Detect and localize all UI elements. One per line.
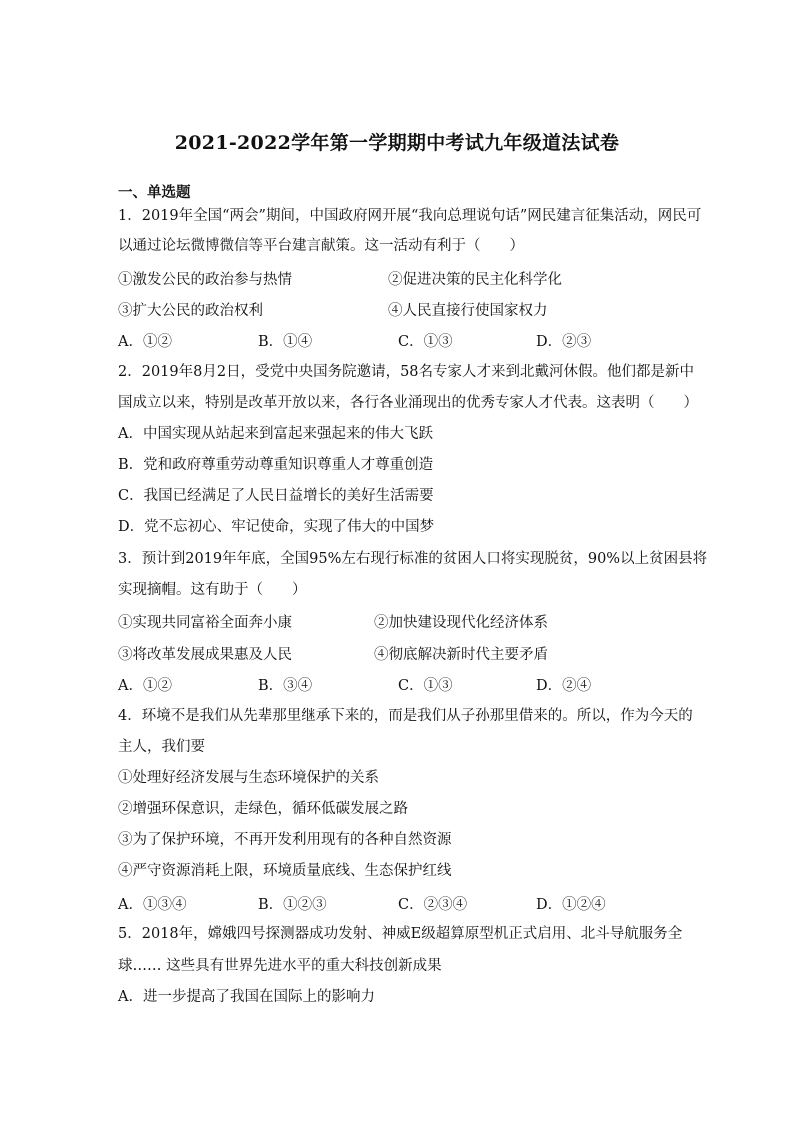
q1-statements-row2 xyxy=(118,299,678,319)
q3-choice-c: C．①③ xyxy=(398,678,453,694)
q3-statements-row2 xyxy=(118,643,678,663)
q1-statement-2: ②促进决策的民主化科学化 xyxy=(388,272,562,288)
q4-choice-a: A．①③④ xyxy=(118,897,187,913)
q2-choice-b: B．党和政府尊重劳动尊重知识尊重人才尊重创造 xyxy=(118,457,434,473)
q5-stem-line1: 5．2018年，嫦娥四号探测器成功发射、神威E级超算原型机正式启用、北斗导航服务全 xyxy=(118,926,683,942)
q4-statement-2: ②增强环保意识，走绿色，循环低碳发展之路 xyxy=(118,801,408,817)
q4-choice-b: B．①②③ xyxy=(258,897,327,913)
q3-choice-a: A．①② xyxy=(118,678,172,694)
q1-stem-line1: 1．2019年全国“两会”期间，中国政府网开展“我向总理说句话”网民建言征集活动，网民可 xyxy=(118,208,702,224)
q3-choices xyxy=(118,674,678,694)
q2-stem-line1: 2．2019年8月2日，受党中央国务院邀请，58名专家人才来到北戴河休假。他们都是新中 xyxy=(118,364,695,380)
q2-choice-a: A．中国实现从站起来到富起来强起来的伟大飞跃 xyxy=(118,426,433,442)
q2-stem-line2: 国成立以来，特别是改革开放以来，各行各业涌现出的优秀专家人才代表。这表明（ ） xyxy=(118,395,698,411)
q1-choices xyxy=(118,330,678,350)
q4-stem-line2: 主人，我们要 xyxy=(118,739,205,755)
q4-choices xyxy=(118,893,678,913)
q4-statement-4: ④严守资源消耗上限，环境质量底线、生态保护红线 xyxy=(118,863,452,879)
q1-statement-4: ④人民直接行使国家权力 xyxy=(388,303,548,319)
q3-stem-line1: 3．预计到2019年年底，全国95%左右现行标准的贫困人口将实现脱贫，90%以上贫困县将 xyxy=(118,551,708,567)
q4-choice-d: D．①②④ xyxy=(536,897,606,913)
q2-choice-c: C．我国已经满足了人民日益增长的美好生活需要 xyxy=(118,488,434,504)
q3-statement-2: ②加快建设现代化经济体系 xyxy=(374,615,548,631)
q3-statements-row1 xyxy=(118,611,678,631)
q3-choice-d: D．②④ xyxy=(536,678,592,694)
q1-stem-line2: 以通过论坛微博微信等平台建言献策。这一活动有利于（ ） xyxy=(118,238,524,254)
q3-stem-line2: 实现摘帽。这有助于（ ） xyxy=(118,582,307,598)
q4-stem-line1: 4．环境不是我们从先辈那里继承下来的，而是我们从子孙那里借来的。所以，作为今天的 xyxy=(118,708,693,724)
q4-choice-c: C．②③④ xyxy=(398,897,468,913)
q3-statement-4: ④彻底解决新时代主要矛盾 xyxy=(374,647,548,663)
q2-choice-d: D．党不忘初心、牢记使命，实现了伟大的中国梦 xyxy=(118,519,435,535)
page-title: 2021-2022学年第一学期期中考试九年级道法试卷 xyxy=(174,132,620,154)
q1-statements-row1 xyxy=(118,268,678,288)
q1-choice-a: A．①② xyxy=(118,334,172,350)
q3-statement-3: ③将改革发展成果惠及人民 xyxy=(118,647,292,663)
q5-choice-a: A．进一步提高了我国在国际上的影响力 xyxy=(118,989,375,1005)
q5-stem-line2: 球…… 这些具有世界先进水平的重大科技创新成果 xyxy=(118,958,442,974)
q3-choice-b: B．③④ xyxy=(258,678,313,694)
section-heading: 一、单选题 xyxy=(118,184,191,201)
q1-statement-1: ①激发公民的政治参与热情 xyxy=(118,272,292,288)
q1-statement-3: ③扩大公民的政治权利 xyxy=(118,303,263,319)
q3-statement-1: ①实现共同富裕全面奔小康 xyxy=(118,615,292,631)
q1-choice-b: B．①④ xyxy=(258,334,313,350)
q4-statement-3: ③为了保护环境，不再开发利用现有的各种自然资源 xyxy=(118,832,452,848)
q1-choice-d: D．②③ xyxy=(536,334,592,350)
q1-choice-c: C．①③ xyxy=(398,334,453,350)
q4-statement-1: ①处理好经济发展与生态环境保护的关系 xyxy=(118,770,379,786)
